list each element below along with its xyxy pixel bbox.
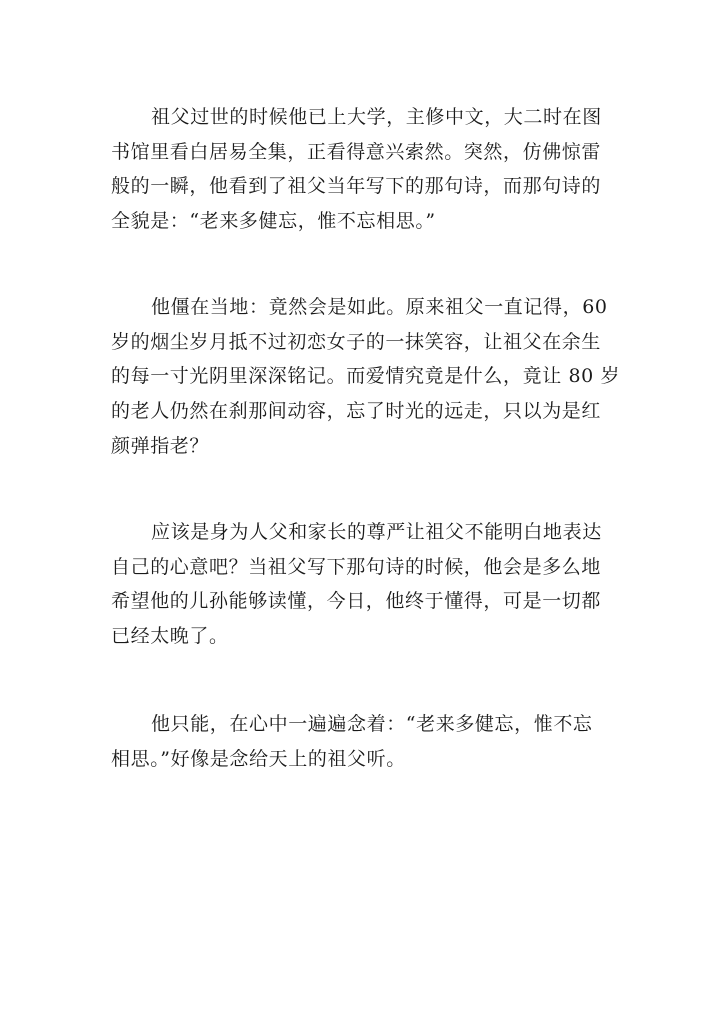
paragraph-1: [111, 100, 621, 239]
text-line: 应该是身为人父和家长的尊严让祖父不能明白地表达: [151, 521, 602, 543]
paragraph-4: [111, 707, 621, 776]
text-line: 的每一寸光阴里深深铭记。而爱情究竟是什么，竟让 80 岁: [111, 365, 621, 388]
text-line: 已经太晚了。: [111, 625, 229, 648]
text-line: 相思。”好像是念给天上的祖父听。: [111, 747, 406, 770]
paragraph-2: [111, 290, 621, 464]
text-line: 的老人仍然在刹那间动容，忘了时光的远走，只以为是红: [111, 400, 602, 423]
text-line: 祖父过世的时候他已上大学，主修中文，大二时在图: [151, 106, 602, 128]
text-line: 颜弹指老？: [111, 434, 210, 457]
text-line: 他僵在当地：竟然会是如此。原来祖父一直记得，60: [151, 296, 608, 318]
text-line: 希望他的儿孙能够读懂，今日，他终于懂得，可是一切都: [111, 590, 602, 613]
text-line: 自己的心意吧？当祖父写下那句诗的时候，他会是多么地: [111, 555, 602, 578]
text-line: 岁的烟尘岁月抵不过初恋女子的一抹笑容，让祖父在余生: [111, 330, 602, 353]
text-line: 全貌是：“老来多健忘，惟不忘相思。”: [111, 210, 436, 233]
text-line: 书馆里看白居易全集，正看得意兴索然。突然，仿佛惊雷: [111, 140, 602, 163]
text-line: 他只能，在心中一遍遍念着：“老来多健忘，惟不忘: [151, 713, 593, 735]
paragraph-3: [111, 515, 621, 654]
text-line: 般的一瞬，他看到了祖父当年写下的那句诗，而那句诗的: [111, 175, 602, 198]
